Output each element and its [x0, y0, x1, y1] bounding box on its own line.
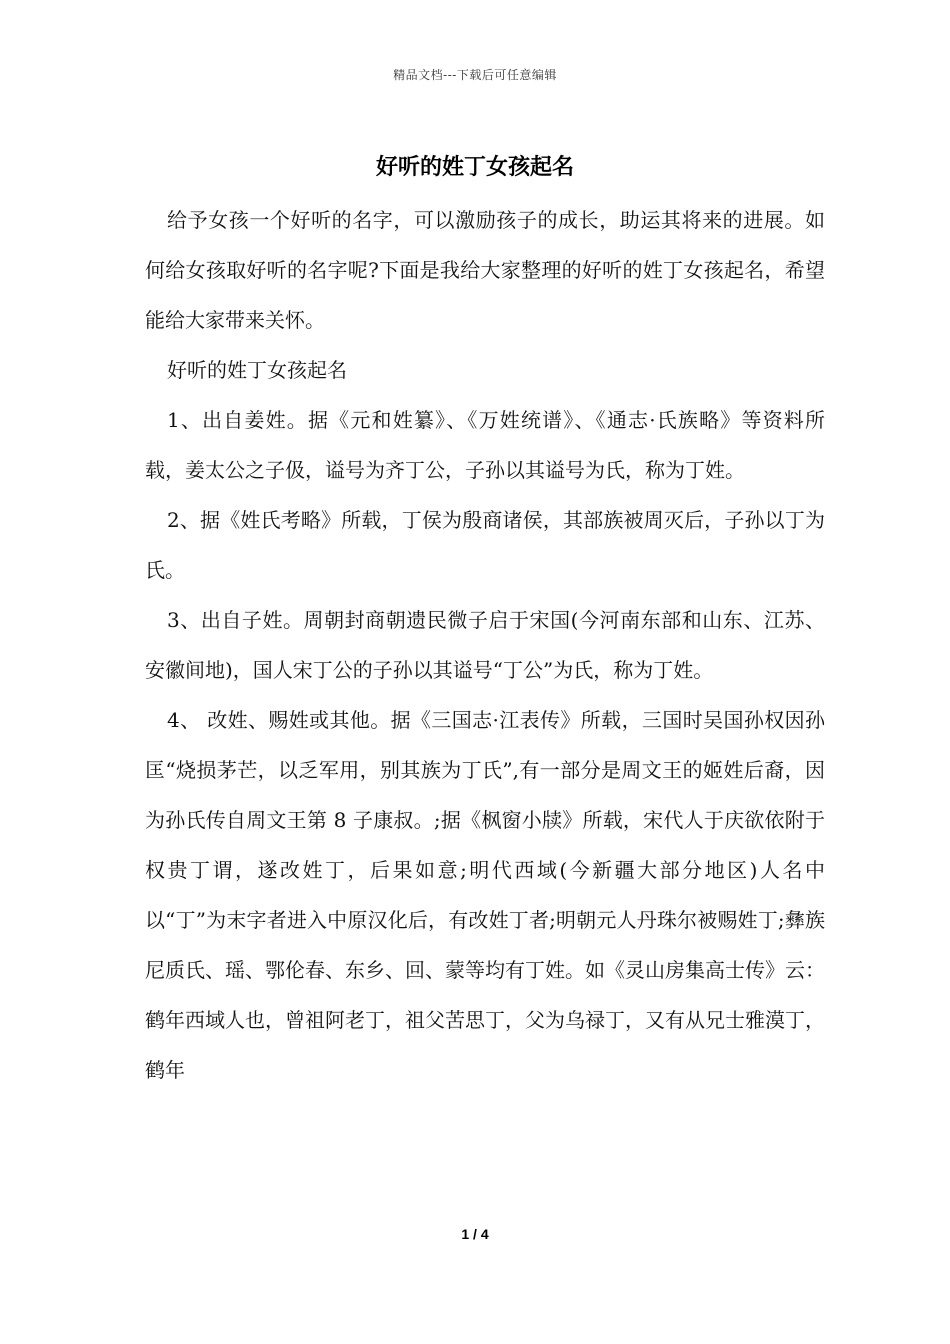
header-note: 精品文档---下载后可任意编辑 [393, 68, 557, 82]
page-number: 1 / 4 [461, 1226, 489, 1242]
document-title: 好听的姓丁女孩起名 [375, 154, 574, 180]
paragraph-subheading: 好听的姓丁女孩起名 [167, 358, 347, 382]
paragraph-origin-3: 3、出自子姓。周朝封商朝遗民微子启于宋国(今河南东部和山东、江苏、安徽间地)，国人宋丁公的子孙以其谥号“丁公”为氏，称为丁姓。 [145, 608, 825, 682]
paragraph-origin-1: 1、出自姜姓。据《元和姓纂》、《万姓统谱》、《通志·氏族略》等资料所载，姜太公之子伋，谥号为齐丁公，子孙以其谥号为氏，称为丁姓。 [145, 408, 825, 482]
paragraph-origin-2: 2、据《姓氏考略》所载，丁侯为殷商诸侯，其部族被周灭后，子孙以丁为氏。 [145, 508, 825, 582]
document-body [145, 195, 825, 1095]
paragraph-intro: 给予女孩一个好听的名字，可以激励孩子的成长，助运其将来的进展。如何给女孩取好听的名字呢?下面是我给大家整理的好听的姓丁女孩起名，希望能给大家带来关怀。 [145, 208, 825, 332]
paragraph-origin-4: 4、 改姓、赐姓或其他。据《三国志·江表传》所载，三国时吴国孙权因孙匡“烧损茅芒，以乏军用，别其族为丁氏”,有一部分是周文王的姬姓后裔，因为孙氏传自周文王第 8 子康叔。;据《枫窗小牍》所载，宋代人于庆欲依附于权贵丁谓，遂改姓丁，后果如意;明代西域(今新疆大部分地区)人名中以“丁”为末字者进入中原汉化后，有改姓丁者;明朝元人丹珠尔被赐姓丁;彝族尼质氏、瑶、鄂伦春、东乡、回、蒙等均有丁姓。如《灵山房集高士传》云：鹤年西域人也，曾祖阿老丁，祖父苦思丁，父为乌禄丁，又有从兄士雅漠丁，鹤年 [145, 708, 825, 1082]
